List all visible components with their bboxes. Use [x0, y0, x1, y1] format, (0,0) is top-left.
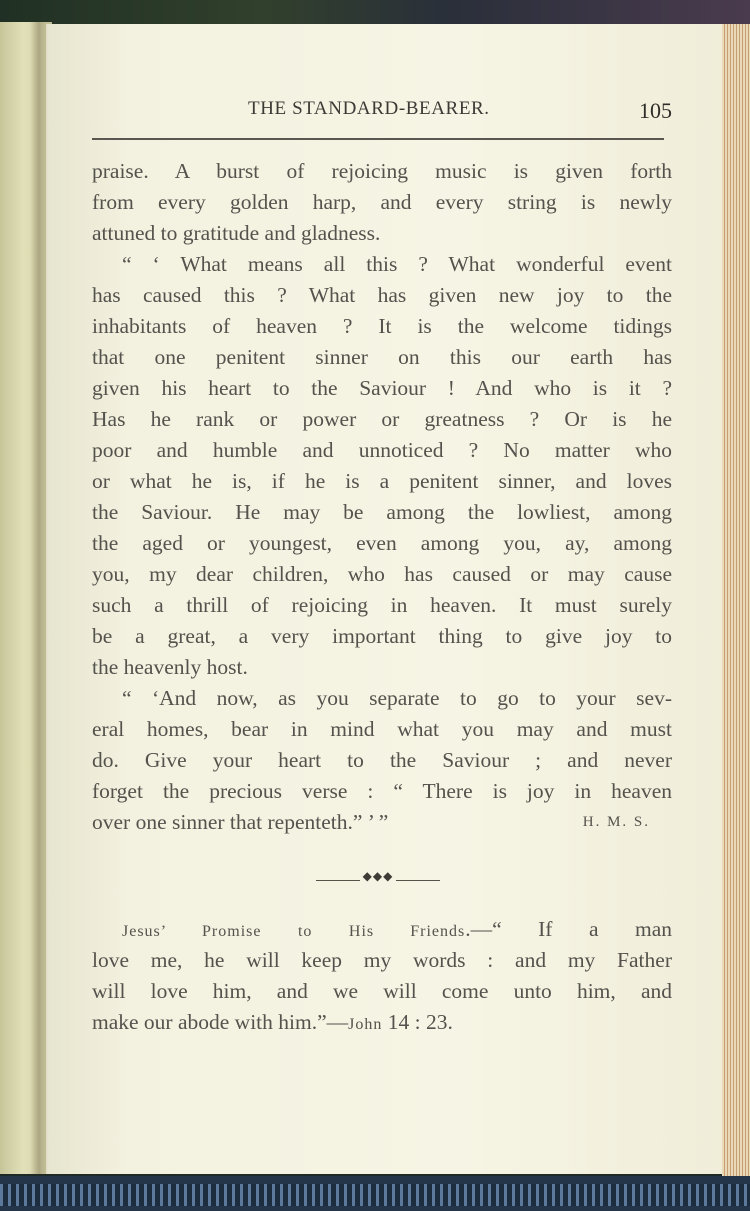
text-line: that one penitent sinner on this our earth has [92, 345, 672, 369]
text-line: such a thrill of rejoicing in heaven. It must surely [92, 593, 672, 617]
text-line: you, my dear children, who has caused or may cause [92, 562, 672, 586]
text-line: praise. A burst of rejoicing music is given forth [92, 159, 672, 183]
text-line: poor and humble and unnoticed ? No matter who [92, 438, 672, 462]
text-line: given his heart to the Saviour ! And who is it ? [92, 376, 672, 400]
text-line: from every golden harp, and every string is newly [92, 190, 672, 214]
text-line: the Saviour. He may be among the lowliest, among [92, 500, 672, 524]
signature-initials: H. M. S. [582, 814, 650, 830]
closing-text: over one sinner that repenteth.” ’ ” [92, 810, 389, 834]
bottom-binding [0, 1176, 750, 1211]
section-divider-ornament [316, 869, 440, 884]
text-line [92, 807, 672, 838]
quote-title-to: to [297, 923, 313, 940]
quote-text-start: .—“ If a man [465, 917, 672, 941]
divider-bar-left [316, 880, 360, 881]
gutter-shadow [30, 22, 48, 1174]
header-rule [92, 138, 664, 140]
citation-book: John [348, 1016, 383, 1033]
top-binding [0, 0, 750, 24]
running-head: THE STANDARD-BEARER. [248, 98, 490, 119]
quote-line [92, 914, 672, 945]
text-line: attuned to gratitude and gladness. [92, 221, 381, 245]
quote-line: will love him, and we will come unto him, and [92, 979, 672, 1003]
quote-title-part2: His Friends [348, 923, 466, 940]
citation-reference: 14 : 23. [382, 1010, 453, 1034]
page-edges [722, 24, 750, 1176]
text-line: do. Give your heart to the Saviour ; and never [92, 748, 672, 772]
text-line: or what he is, if he is a penitent sinner, and loves [92, 469, 672, 493]
text-line: forget the precious verse : “ There is joy in heaven [92, 779, 672, 803]
quote-line [92, 1007, 672, 1038]
text-line: inhabitants of heaven ? It is the welcome tidings [92, 314, 672, 338]
text-line: the aged or youngest, even among you, ay, among [92, 531, 672, 555]
text-line: “ ‘And now, as you separate to go to your sev- [122, 686, 672, 710]
body-text [92, 156, 672, 838]
text-line: has caused this ? What has given new joy to the [92, 283, 672, 307]
divider-bar-right [396, 880, 440, 881]
text-line: the heavenly host. [92, 655, 248, 679]
quote-line: love me, he will keep my words : and my Father [92, 948, 672, 972]
text-line: “ ‘ What means all this ? What wonderful event [122, 252, 672, 276]
page-header [92, 98, 672, 128]
binding-pattern [0, 1184, 750, 1206]
text-line: eral homes, bear in mind what you may and must [92, 717, 672, 741]
text-line: be a great, a very important thing to give joy to [92, 624, 672, 648]
divider-diamonds: ◆◆◆ [362, 869, 394, 883]
quote-text-end: make our abode with him.”— [92, 1010, 349, 1034]
text-line: Has he rank or power or greatness ? Or is he [92, 407, 672, 431]
scripture-quote [92, 914, 672, 1038]
page-number: 105 [639, 98, 672, 123]
quote-title-part1: Jesus’ Promise [122, 923, 262, 940]
